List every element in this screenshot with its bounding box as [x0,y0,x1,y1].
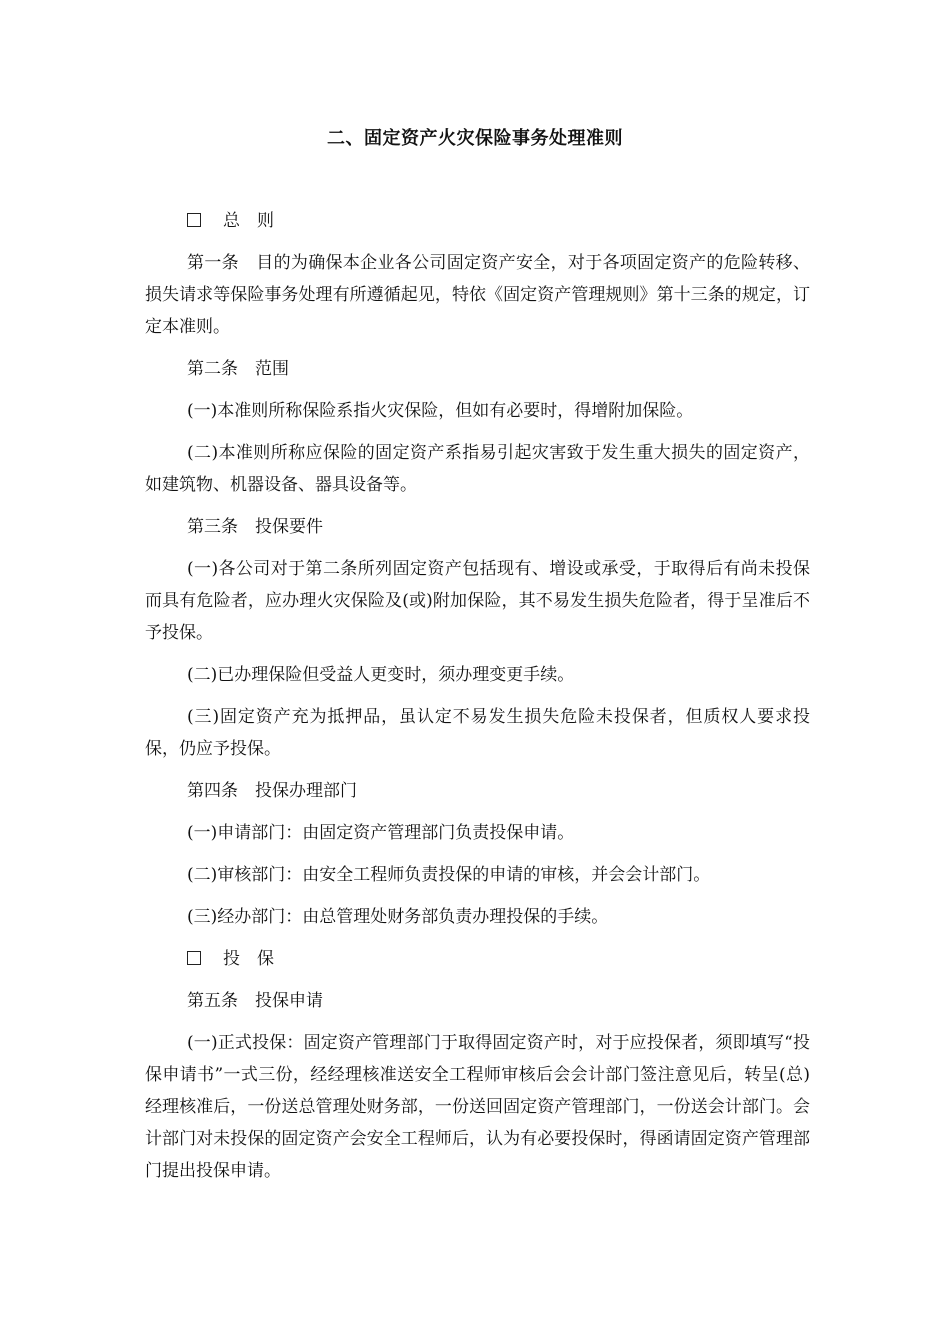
article-3-item-2: (二)已办理保险但受益人更变时，须办理变更手续。 [187,665,575,685]
article-3-item-3: (三)固定资产充为抵押品，虽认定不易发生损失危险未投保者，但质权人要求投保，仍应予投保。 [145,707,810,759]
article-3-item-1: (一)各公司对于第二条所列固定资产包括现有、增设或承受，于取得后有尚未投保而具有危险者，应办理火灾保险及(或)附加保险，其不易发生损失危险者，得于呈准后不予投保。 [145,559,810,643]
article-2-heading: 第二条 范围 [187,359,289,379]
checkbox-square-icon [187,213,201,227]
section-label: 投 保 [223,949,274,969]
article-4-item-1: (一)申请部门：由固定资产管理部门负责投保申请。 [187,823,575,843]
section-heading-general [145,205,810,237]
article-5-heading: 第五条 投保申请 [187,991,323,1011]
article-5-item-1: (一)正式投保：固定资产管理部门于取得固定资产时，对于应投保者，须即填写“投保申请书”一式三份，经经理核准送安全工程师审核后会会计部门签注意见后，转呈(总)经理核准后，一份送总管理处财务部，一份送回固定资产管理部门，一份送会计部门。会计部门对未投保的固定资产会安全工程师后，认为有必要投保时，得函请固定资产管理部门提出投保申请。 [145,1033,810,1181]
article-2-item-2: (二)本准则所称应保险的固定资产系指易引起灾害致于发生重大损失的固定资产，如建筑物、机器设备、器具设备等。 [145,443,810,495]
article-4-item-3: (三)经办部门：由总管理处财务部负责办理投保的手续。 [187,907,609,927]
article-2-item-1: (一)本准则所称保险系指火灾保险，但如有必要时，得增附加保险。 [187,401,694,421]
document-title: 二、固定资产火灾保险事务处理准则 [327,128,623,149]
article-3-heading: 第三条 投保要件 [187,517,323,537]
document-body [145,205,810,1197]
article-1: 第一条 目的为确保本企业各公司固定资产安全，对于各项固定资产的危险转移、损失请求等保险事务处理有所遵循起见，特依《固定资产管理规则》第十三条的规定，订定本准则。 [145,253,810,337]
article-4-item-2: (二)审核部门：由安全工程师负责投保的申请的审核，并会会计部门。 [187,865,711,885]
section-label: 总 则 [223,211,274,231]
section-heading-insurance [145,943,810,975]
article-4-heading: 第四条 投保办理部门 [187,781,357,801]
checkbox-square-icon [187,951,201,965]
